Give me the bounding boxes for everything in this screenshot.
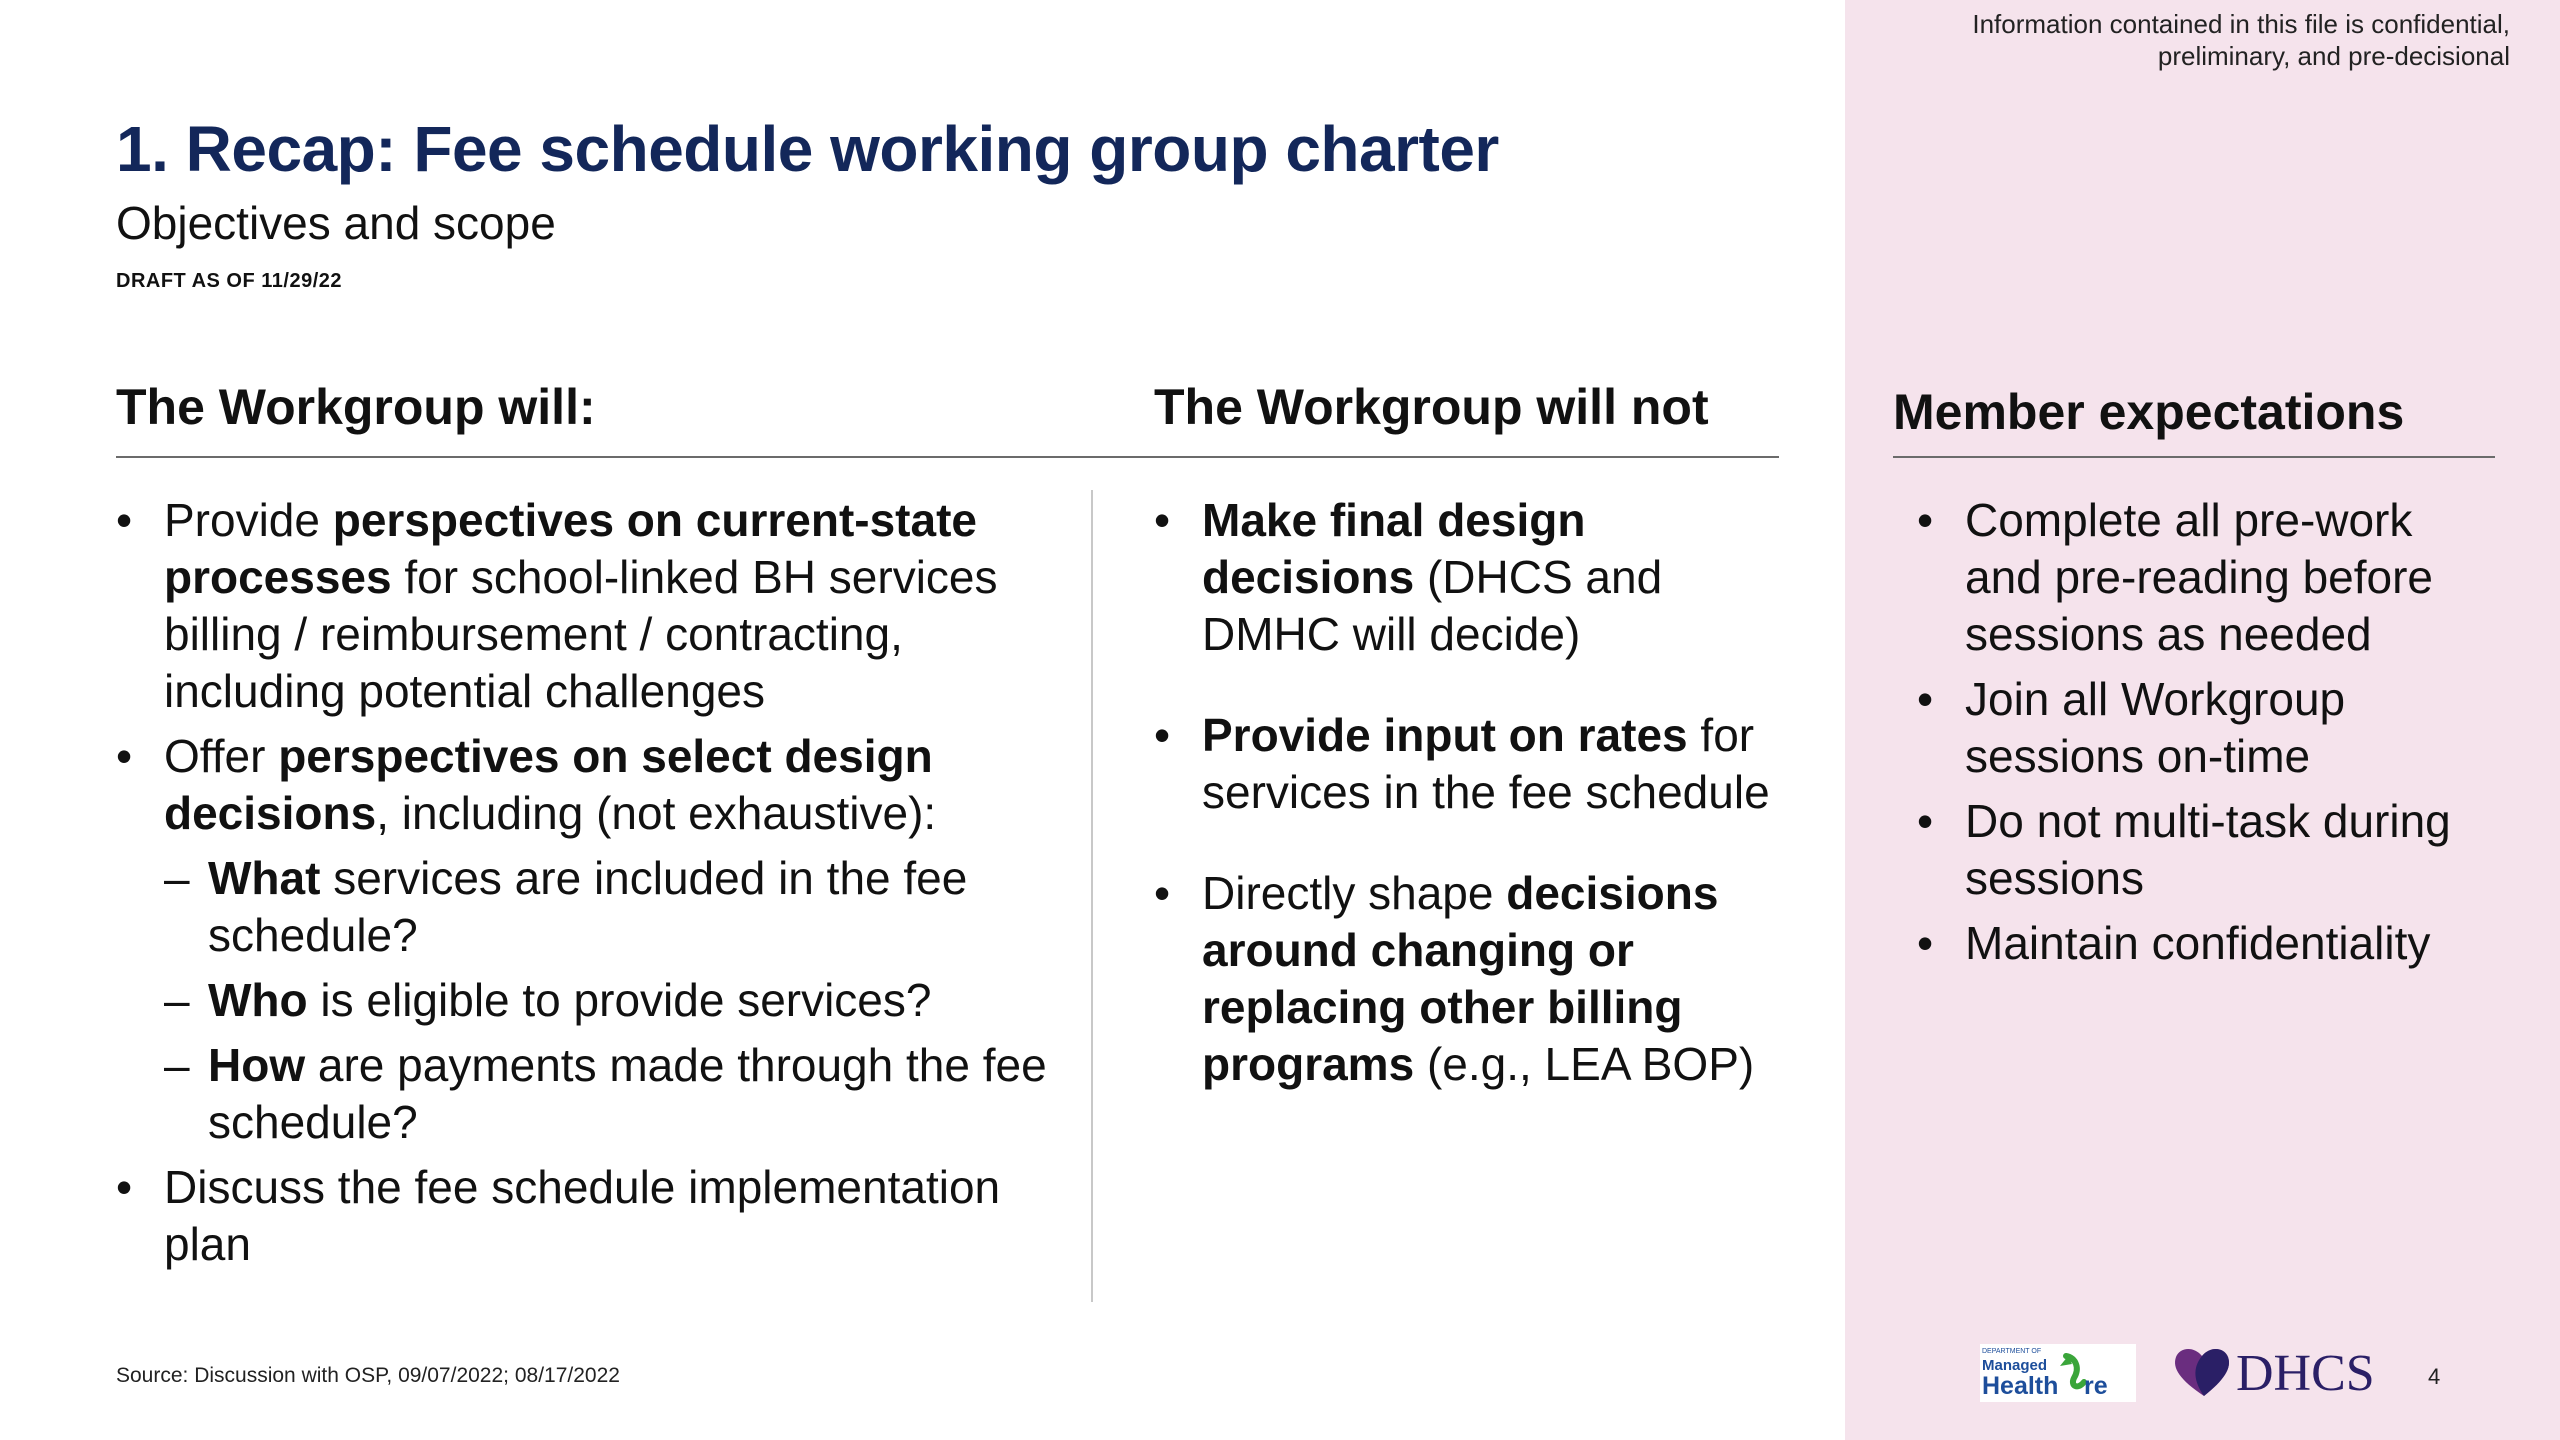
confidentiality-notice-line-2: preliminary, and pre-decisional xyxy=(2157,41,2510,71)
list-item: • Join all Workgroup sessions on-time xyxy=(1917,671,2477,785)
column-divider xyxy=(1091,490,1093,1302)
list-item xyxy=(116,728,1056,1151)
slide-title: 1. Recap: Fee schedule working group charter xyxy=(116,113,1499,185)
workgroup-will-not-heading: The Workgroup will not xyxy=(1154,379,1709,435)
heading-rule-left xyxy=(116,456,1779,458)
item-emphasis: perspectives on current-state processes xyxy=(164,494,977,603)
item-text: are payments made through the fee schedule? xyxy=(208,1039,1047,1148)
sub-list-item xyxy=(164,850,1056,964)
list-item xyxy=(1154,492,1794,663)
item-emphasis: Make final design decisions xyxy=(1202,494,1586,603)
item-text: for school-linked BH services billing / reimbursement / contracting, including potential challenges xyxy=(164,551,998,717)
workgroup-will-not-list xyxy=(1154,492,1794,1093)
dmhc-logo-line2: Health xyxy=(1982,1372,2059,1400)
heading-rule-right xyxy=(1893,456,2495,458)
item-text: , including (not exhaustive): xyxy=(376,787,937,839)
item-emphasis: Provide input on rates xyxy=(1202,709,1688,761)
sub-list-item xyxy=(164,972,1056,1029)
item-emphasis: What xyxy=(208,852,321,904)
dmhc-logo-line3: re xyxy=(2084,1372,2108,1400)
list-item xyxy=(1154,707,1794,821)
item-text: (e.g., LEA BOP) xyxy=(1414,1038,1755,1090)
dhcs-logo xyxy=(2170,1338,2390,1404)
list-item: • Complete all pre-work and pre-reading before sessions as needed xyxy=(1917,492,2477,663)
design-decisions-sublist xyxy=(164,850,1056,1151)
workgroup-will-list xyxy=(116,492,1056,1273)
list-item xyxy=(116,492,1056,720)
workgroup-will-heading: The Workgroup will: xyxy=(116,379,596,435)
item-text: Directly shape xyxy=(1202,867,1507,919)
item-text: (DHCS and DMHC will decide) xyxy=(1202,551,1663,660)
dmhc-logo-line1: Managed xyxy=(1982,1357,2048,1374)
list-item: • Maintain confidentiality xyxy=(1917,915,2477,972)
source-note: Source: Discussion with OSP, 09/07/2022; 08/17/2022 xyxy=(116,1364,620,1387)
dmhc-logo xyxy=(1980,1344,2136,1402)
member-expectations-heading: Member expectations xyxy=(1893,384,2405,440)
item-emphasis: How xyxy=(208,1039,306,1091)
item-emphasis: Who xyxy=(208,974,308,1026)
item-text: for services in the fee schedule xyxy=(1202,709,1770,818)
list-item: • Do not multi-task during sessions xyxy=(1917,793,2477,907)
confidentiality-notice xyxy=(1810,8,2510,72)
item-text: services are included in the fee schedule? xyxy=(208,852,968,961)
item-emphasis: perspectives on select design decisions xyxy=(164,730,933,839)
item-emphasis: decisions around changing or replacing other billing programs xyxy=(1202,867,1719,1090)
slide-subtitle: Objectives and scope xyxy=(116,197,556,249)
dhcs-logo-text: DHCS xyxy=(2236,1345,2375,1402)
list-item xyxy=(1154,865,1794,1093)
item-text: is eligible to provide services? xyxy=(307,974,932,1026)
item-text: Provide xyxy=(164,494,333,546)
dmhc-logo-small-text: DEPARTMENT OF xyxy=(1982,1348,2042,1355)
member-expectations-list xyxy=(1917,492,2477,972)
confidentiality-notice-line-1: Information contained in this file is confidential, xyxy=(1972,9,2510,39)
draft-date: DRAFT AS OF 11/29/22 xyxy=(116,270,342,292)
page-number: 4 xyxy=(2428,1364,2441,1389)
item-text: Offer xyxy=(164,730,279,782)
list-item xyxy=(116,1159,1056,1273)
item-text: Discuss the fee schedule implementation plan xyxy=(164,1161,1001,1270)
sub-list-item xyxy=(164,1037,1056,1151)
